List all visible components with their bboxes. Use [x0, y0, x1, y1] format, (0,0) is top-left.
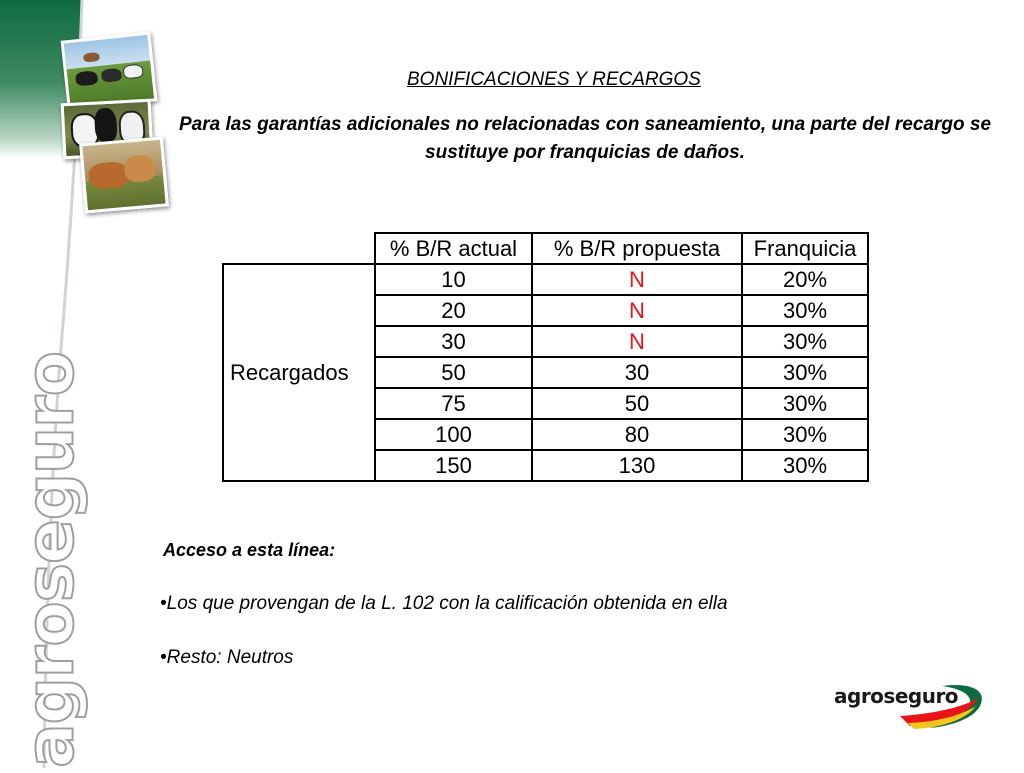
cell-actual: 10: [375, 264, 532, 295]
logo-wordmark: agroseguro: [834, 684, 959, 708]
bonus-surcharge-table: [222, 232, 869, 482]
agroseguro-logo: [830, 676, 990, 732]
cell-propuesta: 30: [532, 357, 742, 388]
table-header-row: [223, 233, 868, 264]
cell-actual: 150: [375, 450, 532, 481]
header-br-actual: % B/R actual: [375, 233, 532, 264]
cell-actual: 50: [375, 357, 532, 388]
access-bullet: •Los que provengan de la L. 102 con la calificación obtenida en ella: [160, 593, 728, 614]
intro-paragraph: Para las garantías adicionales no relacionadas con saneamiento, una parte del recargo se sustituye por franquicias de daños.: [178, 114, 992, 163]
access-title: Acceso a esta línea:: [163, 540, 336, 560]
cell-actual: 100: [375, 419, 532, 450]
cell-franquicia: 30%: [742, 388, 868, 419]
table-row: [223, 264, 868, 295]
cell-propuesta: N: [532, 295, 742, 326]
cell-propuesta: 80: [532, 419, 742, 450]
header-franquicia: Franquicia: [742, 233, 868, 264]
cell-propuesta: 50: [532, 388, 742, 419]
cell-franquicia: 30%: [742, 419, 868, 450]
page-title: BONIFICACIONES Y RECARGOS: [407, 69, 701, 90]
header-br-propuesta: % B/R propuesta: [532, 233, 742, 264]
cell-propuesta: N: [532, 326, 742, 357]
cell-franquicia: 30%: [742, 295, 868, 326]
cell-actual: 20: [375, 295, 532, 326]
cell-actual: 30: [375, 326, 532, 357]
brown-cattle-photo: [79, 136, 169, 213]
cell-franquicia: 30%: [742, 450, 868, 481]
cell-propuesta: 130: [532, 450, 742, 481]
cell-franquicia: 30%: [742, 326, 868, 357]
table-corner-blank: [223, 233, 375, 264]
cell-franquicia: 30%: [742, 357, 868, 388]
cell-franquicia: 20%: [742, 264, 868, 295]
vertical-brand-wordmark: agroseguro: [11, 352, 89, 768]
access-bullet: •Resto: Neutros: [160, 647, 294, 668]
cell-actual: 75: [375, 388, 532, 419]
row-group-label: Recargados: [223, 264, 375, 481]
cell-propuesta: N: [532, 264, 742, 295]
